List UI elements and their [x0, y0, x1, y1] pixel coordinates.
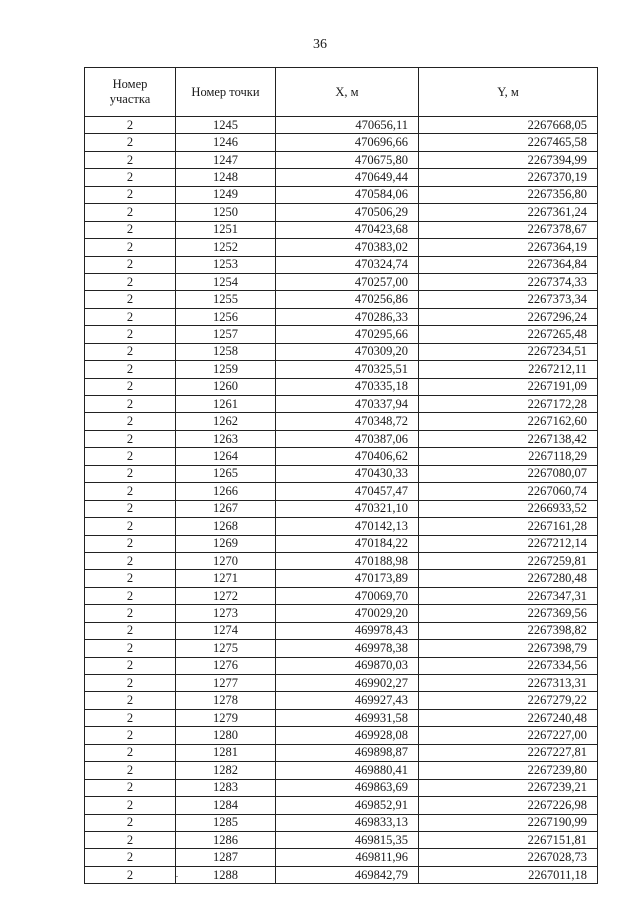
- cell-area-number: 2: [85, 413, 176, 430]
- cell-y: 2267373,34: [419, 291, 598, 308]
- cell-x: 470383,02: [276, 239, 419, 256]
- table-row: [85, 396, 598, 413]
- cell-y: 2267028,73: [419, 849, 598, 866]
- cell-x: 469978,43: [276, 622, 419, 639]
- cell-x: 470337,94: [276, 396, 419, 413]
- cell-point-number: 1272: [176, 587, 276, 604]
- table-row: [85, 552, 598, 569]
- cell-x: 469928,08: [276, 727, 419, 744]
- cell-point-number: 1252: [176, 239, 276, 256]
- cell-x: 470325,51: [276, 361, 419, 378]
- cell-point-number: 1258: [176, 343, 276, 360]
- cell-point-number: 1288: [176, 866, 276, 883]
- cell-y: 2267060,74: [419, 483, 598, 500]
- cell-x: 470430,33: [276, 465, 419, 482]
- table-row: [85, 814, 598, 831]
- cell-area-number: 2: [85, 779, 176, 796]
- cell-y: 2267364,19: [419, 239, 598, 256]
- cell-x: 470406,62: [276, 448, 419, 465]
- cell-area-number: 2: [85, 134, 176, 151]
- cell-y: 2267239,80: [419, 762, 598, 779]
- table-row: [85, 186, 598, 203]
- cell-point-number: 1285: [176, 814, 276, 831]
- cell-area-number: 2: [85, 640, 176, 657]
- cell-y: 2267356,80: [419, 186, 598, 203]
- table-row: [85, 239, 598, 256]
- cell-point-number: 1253: [176, 256, 276, 273]
- cell-y: 2267370,19: [419, 169, 598, 186]
- cell-point-number: 1278: [176, 692, 276, 709]
- table-row: [85, 570, 598, 587]
- cell-point-number: 1248: [176, 169, 276, 186]
- cell-x: 469815,35: [276, 831, 419, 848]
- header-y: Y, м: [419, 68, 598, 117]
- cell-point-number: 1274: [176, 622, 276, 639]
- cell-x: 470295,66: [276, 326, 419, 343]
- cell-x: 470256,86: [276, 291, 419, 308]
- cell-area-number: 2: [85, 692, 176, 709]
- cell-point-number: 1260: [176, 378, 276, 395]
- table-row: [85, 291, 598, 308]
- cell-point-number: 1263: [176, 430, 276, 447]
- header-point-number: Номер точки: [176, 68, 276, 117]
- cell-y: 2267398,79: [419, 640, 598, 657]
- cell-x: 469931,58: [276, 709, 419, 726]
- table-row: [85, 657, 598, 674]
- cell-x: 469927,43: [276, 692, 419, 709]
- cell-point-number: 1276: [176, 657, 276, 674]
- cell-y: 2267118,29: [419, 448, 598, 465]
- cell-area-number: 2: [85, 744, 176, 761]
- cell-point-number: 1249: [176, 186, 276, 203]
- cell-point-number: 1267: [176, 500, 276, 517]
- cell-x: 470324,74: [276, 256, 419, 273]
- cell-y: 2267172,28: [419, 396, 598, 413]
- cell-x: 470649,44: [276, 169, 419, 186]
- cell-y: 2267161,28: [419, 518, 598, 535]
- cell-area-number: 2: [85, 849, 176, 866]
- cell-y: 2267080,07: [419, 465, 598, 482]
- table-row: [85, 518, 598, 535]
- cell-area-number: 2: [85, 518, 176, 535]
- cell-point-number: 1268: [176, 518, 276, 535]
- table-row: [85, 779, 598, 796]
- cell-point-number: 1287: [176, 849, 276, 866]
- cell-area-number: 2: [85, 221, 176, 238]
- table-row: [85, 413, 598, 430]
- cell-x: 469978,38: [276, 640, 419, 657]
- table-row: [85, 151, 598, 168]
- cell-x: 470173,89: [276, 570, 419, 587]
- cell-y: 2267239,21: [419, 779, 598, 796]
- cell-area-number: 2: [85, 291, 176, 308]
- cell-point-number: 1257: [176, 326, 276, 343]
- cell-point-number: 1280: [176, 727, 276, 744]
- cell-area-number: 2: [85, 587, 176, 604]
- cell-y: 2267151,81: [419, 831, 598, 848]
- cell-y: 2267259,81: [419, 552, 598, 569]
- cell-x: 470506,29: [276, 204, 419, 221]
- cell-area-number: 2: [85, 326, 176, 343]
- cell-point-number: 1246: [176, 134, 276, 151]
- cell-x: 470184,22: [276, 535, 419, 552]
- cell-y: 2267364,84: [419, 256, 598, 273]
- table-row: [85, 831, 598, 848]
- cell-x: 470257,00: [276, 273, 419, 290]
- cell-area-number: 2: [85, 552, 176, 569]
- cell-area-number: 2: [85, 727, 176, 744]
- cell-y: 2267398,82: [419, 622, 598, 639]
- cell-x: 470188,98: [276, 552, 419, 569]
- cell-y: 2267191,09: [419, 378, 598, 395]
- cell-y: 2267212,11: [419, 361, 598, 378]
- cell-point-number: 1281: [176, 744, 276, 761]
- cell-y: 2267011,18: [419, 866, 598, 883]
- cell-area-number: 2: [85, 709, 176, 726]
- cell-area-number: 2: [85, 117, 176, 134]
- cell-y: 2267668,05: [419, 117, 598, 134]
- cell-x: 470656,11: [276, 117, 419, 134]
- table-row: [85, 169, 598, 186]
- table-header-row: [85, 68, 598, 117]
- table-row: [85, 675, 598, 692]
- cell-point-number: 1264: [176, 448, 276, 465]
- cell-y: 2267190,99: [419, 814, 598, 831]
- cell-area-number: 2: [85, 186, 176, 203]
- table-row: [85, 605, 598, 622]
- table-row: [85, 622, 598, 639]
- cell-y: 2267296,24: [419, 308, 598, 325]
- cell-area-number: 2: [85, 256, 176, 273]
- cell-x: 470423,68: [276, 221, 419, 238]
- cell-area-number: 2: [85, 797, 176, 814]
- table-row: [85, 326, 598, 343]
- cell-area-number: 2: [85, 465, 176, 482]
- cell-point-number: 1254: [176, 273, 276, 290]
- cell-y: 2267226,98: [419, 797, 598, 814]
- cell-point-number: 1271: [176, 570, 276, 587]
- cell-point-number: 1259: [176, 361, 276, 378]
- cell-y: 2267212,14: [419, 535, 598, 552]
- table-row: [85, 587, 598, 604]
- table-row: [85, 448, 598, 465]
- cell-point-number: 1262: [176, 413, 276, 430]
- cell-point-number: 1282: [176, 762, 276, 779]
- table-row: [85, 117, 598, 134]
- cell-x: 469842,79: [276, 866, 419, 883]
- cell-y: 2267280,48: [419, 570, 598, 587]
- cell-x: 470696,66: [276, 134, 419, 151]
- cell-x: 469880,41: [276, 762, 419, 779]
- cell-point-number: 1256: [176, 308, 276, 325]
- table-row: [85, 500, 598, 517]
- cell-area-number: 2: [85, 535, 176, 552]
- cell-y: 2267227,81: [419, 744, 598, 761]
- cell-point-number: 1279: [176, 709, 276, 726]
- cell-point-number: 1265: [176, 465, 276, 482]
- table-row: [85, 361, 598, 378]
- table-row: [85, 483, 598, 500]
- header-area-number: Номер участка: [85, 68, 176, 117]
- cell-point-number: 1251: [176, 221, 276, 238]
- cell-point-number: 1277: [176, 675, 276, 692]
- table-row: [85, 849, 598, 866]
- cell-x: 470309,20: [276, 343, 419, 360]
- cell-area-number: 2: [85, 622, 176, 639]
- cell-point-number: 1255: [176, 291, 276, 308]
- cell-point-number: 1270: [176, 552, 276, 569]
- cell-area-number: 2: [85, 762, 176, 779]
- cell-y: 2267162,60: [419, 413, 598, 430]
- cell-x: 470321,10: [276, 500, 419, 517]
- cell-y: 2267227,00: [419, 727, 598, 744]
- cell-area-number: 2: [85, 308, 176, 325]
- cell-point-number: 1269: [176, 535, 276, 552]
- cell-area-number: 2: [85, 151, 176, 168]
- cell-area-number: 2: [85, 570, 176, 587]
- table-row: [85, 221, 598, 238]
- cell-area-number: 2: [85, 169, 176, 186]
- table-row: [85, 744, 598, 761]
- table-row: [85, 256, 598, 273]
- cell-area-number: 2: [85, 448, 176, 465]
- table-row: [85, 204, 598, 221]
- table-row: [85, 866, 598, 883]
- cell-point-number: 1245: [176, 117, 276, 134]
- cell-x: 470348,72: [276, 413, 419, 430]
- table-row: [85, 692, 598, 709]
- cell-y: 2267347,31: [419, 587, 598, 604]
- cell-point-number: 1261: [176, 396, 276, 413]
- cell-area-number: 2: [85, 343, 176, 360]
- cell-y: 2267265,48: [419, 326, 598, 343]
- table-row: [85, 273, 598, 290]
- cell-point-number: 1286: [176, 831, 276, 848]
- cell-area-number: 2: [85, 675, 176, 692]
- cell-x: 470584,06: [276, 186, 419, 203]
- table-row: [85, 430, 598, 447]
- cell-x: 470142,13: [276, 518, 419, 535]
- table-row: [85, 727, 598, 744]
- cell-area-number: 2: [85, 204, 176, 221]
- table-row: [85, 343, 598, 360]
- cell-point-number: 1283: [176, 779, 276, 796]
- cell-point-number: 1247: [176, 151, 276, 168]
- table-row: [85, 308, 598, 325]
- cell-y: 2266933,52: [419, 500, 598, 517]
- cell-x: 470335,18: [276, 378, 419, 395]
- cell-x: 470457,47: [276, 483, 419, 500]
- table-body: [85, 117, 598, 884]
- cell-y: 2267361,24: [419, 204, 598, 221]
- cell-area-number: 2: [85, 430, 176, 447]
- cell-x: 469852,91: [276, 797, 419, 814]
- cell-x: 469902,27: [276, 675, 419, 692]
- scan-mark: [176, 876, 178, 877]
- cell-y: 2267394,99: [419, 151, 598, 168]
- table-row: [85, 535, 598, 552]
- cell-y: 2267313,31: [419, 675, 598, 692]
- table-row: [85, 465, 598, 482]
- cell-y: 2267378,67: [419, 221, 598, 238]
- table-row: [85, 709, 598, 726]
- cell-area-number: 2: [85, 831, 176, 848]
- cell-x: 470387,06: [276, 430, 419, 447]
- cell-x: 470286,33: [276, 308, 419, 325]
- cell-y: 2267465,58: [419, 134, 598, 151]
- cell-x: 470675,80: [276, 151, 419, 168]
- cell-x: 469898,87: [276, 744, 419, 761]
- table-row: [85, 762, 598, 779]
- cell-point-number: 1273: [176, 605, 276, 622]
- cell-point-number: 1275: [176, 640, 276, 657]
- cell-point-number: 1250: [176, 204, 276, 221]
- cell-area-number: 2: [85, 239, 176, 256]
- cell-area-number: 2: [85, 500, 176, 517]
- cell-y: 2267138,42: [419, 430, 598, 447]
- cell-x: 470029,20: [276, 605, 419, 622]
- cell-area-number: 2: [85, 605, 176, 622]
- cell-y: 2267334,56: [419, 657, 598, 674]
- cell-y: 2267240,48: [419, 709, 598, 726]
- cell-x: 470069,70: [276, 587, 419, 604]
- cell-x: 469870,03: [276, 657, 419, 674]
- cell-area-number: 2: [85, 483, 176, 500]
- cell-x: 469863,69: [276, 779, 419, 796]
- coordinates-table: [84, 67, 598, 884]
- cell-y: 2267279,22: [419, 692, 598, 709]
- cell-y: 2267374,33: [419, 273, 598, 290]
- cell-area-number: 2: [85, 396, 176, 413]
- table-row: [85, 378, 598, 395]
- cell-y: 2267369,56: [419, 605, 598, 622]
- table-row: [85, 797, 598, 814]
- cell-x: 469811,96: [276, 849, 419, 866]
- cell-area-number: 2: [85, 866, 176, 883]
- cell-y: 2267234,51: [419, 343, 598, 360]
- cell-x: 469833,13: [276, 814, 419, 831]
- cell-area-number: 2: [85, 814, 176, 831]
- header-x: X, м: [276, 68, 419, 117]
- cell-area-number: 2: [85, 273, 176, 290]
- table-row: [85, 640, 598, 657]
- cell-point-number: 1284: [176, 797, 276, 814]
- page-number: 36: [313, 37, 327, 52]
- cell-area-number: 2: [85, 378, 176, 395]
- cell-area-number: 2: [85, 657, 176, 674]
- cell-area-number: 2: [85, 361, 176, 378]
- table-row: [85, 134, 598, 151]
- cell-point-number: 1266: [176, 483, 276, 500]
